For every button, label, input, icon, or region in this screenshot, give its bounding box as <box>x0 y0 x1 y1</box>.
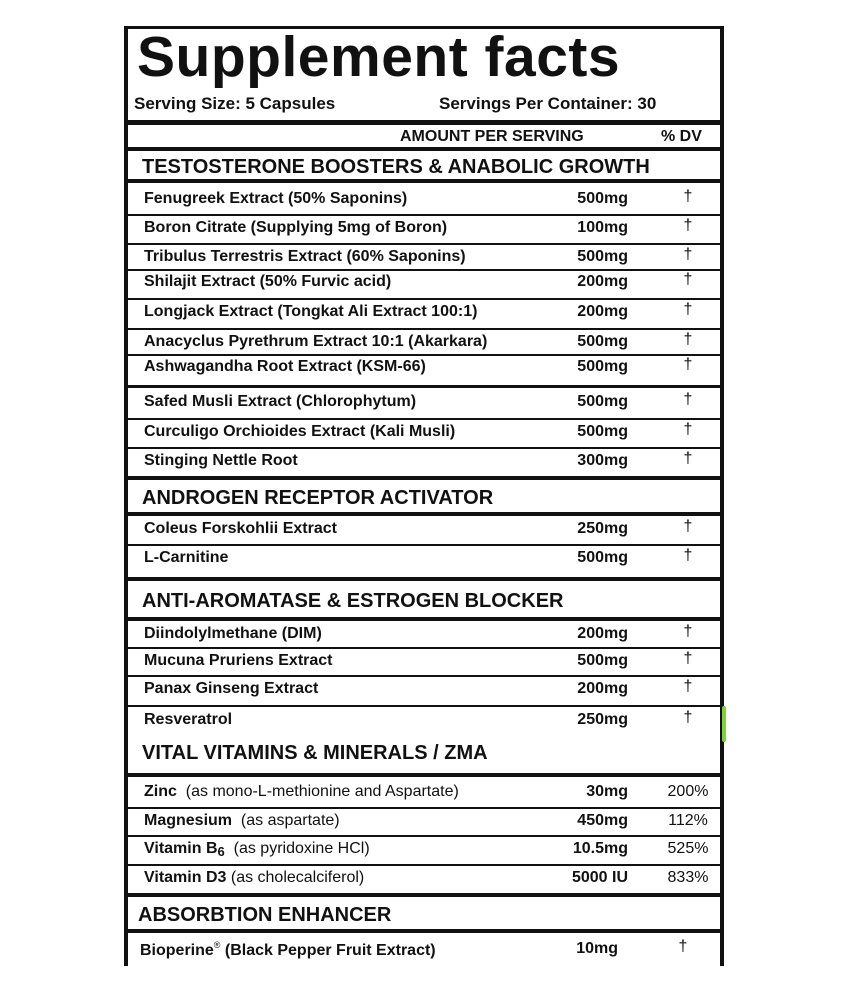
nutrient-name: Zinc <box>144 783 177 800</box>
nutrient-row <box>128 215 720 243</box>
nutrient-row <box>128 545 720 573</box>
nutrient-amount: 10.5mg <box>572 840 628 857</box>
nutrient-amount: 100mg <box>577 219 628 236</box>
nutrient-name: Panax Ginseng Extract <box>144 680 319 697</box>
nutrient-name: Boron Citrate (Supplying 5mg of Boron) <box>144 219 448 236</box>
nutrient-amount: 500mg <box>577 248 628 265</box>
nutrient-dv: † <box>683 518 693 535</box>
nutrient-name: L-Carnitine <box>144 549 229 566</box>
nutrient-dv: 200% <box>667 783 709 800</box>
nutrient-name-group <box>140 940 436 960</box>
nutrient-dv: † <box>683 421 693 438</box>
servings-per-container: Servings Per Container: 30 <box>439 94 657 113</box>
nutrient-amount: 300mg <box>577 452 628 469</box>
nutrient-name: Tribulus Terrestris Extract (60% Saponins) <box>144 248 466 265</box>
nutrient-dv: † <box>683 301 693 318</box>
nutrient-name: Bioperine <box>140 942 214 959</box>
nutrient-dv: † <box>683 188 693 205</box>
nutrient-row <box>128 836 720 864</box>
section-header-vitamins <box>124 735 724 777</box>
nutrient-row <box>128 186 720 214</box>
nutrient-name: Stinging Nettle Root <box>144 452 298 469</box>
nutrient-amount: 5000 IU <box>571 869 628 886</box>
nutrient-name-group <box>144 812 340 830</box>
nutrient-detail: (Black Pepper Fruit Extract) <box>224 942 436 959</box>
nutrient-name: Magnesium <box>144 812 233 829</box>
nutrient-name: Curculigo Orchioides Extract (Kali Musli) <box>144 423 456 440</box>
nutrient-row <box>128 676 720 704</box>
section-header-aromatase <box>124 577 724 621</box>
nutrient-row <box>128 707 720 735</box>
row-divider <box>128 385 720 388</box>
nutrient-dv: † <box>683 331 693 348</box>
nutrient-row <box>128 269 720 297</box>
nutrient-amount: 200mg <box>577 680 628 697</box>
nutrient-row <box>128 244 720 272</box>
nutrient-row <box>128 621 720 649</box>
nutrient-dv: 112% <box>668 812 708 829</box>
section-title: ANDROGEN RECEPTOR ACTIVATOR <box>142 487 494 509</box>
nutrient-row <box>128 936 720 964</box>
section-title: ANTI-AROMATASE & ESTROGEN BLOCKER <box>142 590 564 612</box>
nutrient-amount: 500mg <box>577 190 628 207</box>
nutrient-name: Longjack Extract (Tongkat Ali Extract 100:1) <box>144 303 478 320</box>
nutrient-dv: † <box>683 547 693 564</box>
section-title: ABSORBTION ENHANCER <box>138 904 392 926</box>
nutrient-row <box>128 354 720 382</box>
dv-label: % DV <box>661 128 702 145</box>
nutrient-amount: 500mg <box>577 549 628 566</box>
section-header-androgen <box>124 476 724 516</box>
nutrient-detail: (as mono-L-methionine and Aspartate) <box>185 783 459 800</box>
serving-size: Serving Size: 5 Capsules <box>134 94 336 113</box>
nutrient-name: Shilajit Extract (50% Furvic acid) <box>144 273 392 290</box>
nutrient-row <box>128 389 720 417</box>
amount-per-serving-label: AMOUNT PER SERVING <box>400 128 584 145</box>
nutrient-name <box>144 358 426 376</box>
nutrient-row <box>128 448 720 476</box>
section-header-boosters <box>124 147 724 183</box>
nutrient-dv: † <box>683 246 693 263</box>
nutrient-row <box>128 329 720 357</box>
nutrient-row <box>128 648 720 676</box>
nutrient-amount: 450mg <box>577 812 628 829</box>
section-title: TESTOSTERONE BOOSTERS & ANABOLIC GROWTH <box>142 156 650 178</box>
nutrient-name: Fenugreek Extract (50% Saponins) <box>144 190 408 207</box>
nutrient-dv: 833% <box>667 869 709 886</box>
nutrient-dv: † <box>683 271 693 288</box>
nutrient-dv: † <box>683 650 693 667</box>
nutrient-amount: 200mg <box>577 303 628 320</box>
nutrient-row <box>128 779 720 807</box>
section-header-absorption <box>124 893 724 933</box>
nutrient-dv: † <box>683 623 693 640</box>
nutrient-dv: † <box>678 938 688 955</box>
nutrient-detail: (as aspartate) <box>240 812 340 829</box>
nutrient-amount: 500mg <box>577 358 628 375</box>
nutrient-name-group <box>144 783 459 801</box>
nutrient-amount: 10mg <box>576 940 618 957</box>
nutrient-row <box>128 516 720 544</box>
nutrient-dv: 525% <box>667 840 709 857</box>
nutrient-name: Vitamin B <box>144 840 218 857</box>
nutrient-amount: 500mg <box>577 333 628 350</box>
nutrient-dv: † <box>683 391 693 408</box>
nutrient-name-group <box>144 840 370 859</box>
nutrient-amount: 200mg <box>577 273 628 290</box>
nutrient-amount: 500mg <box>577 423 628 440</box>
nutrient-row <box>128 299 720 327</box>
panel-title: Supplement facts <box>137 25 621 89</box>
nutrient-row <box>128 865 720 893</box>
nutrient-subscript: 6 <box>217 844 225 859</box>
nutrient-amount: 200mg <box>577 625 628 642</box>
nutrient-dv: † <box>683 678 693 695</box>
nutrient-name: Safed Musli Extract (Chlorophytum) <box>144 393 417 410</box>
nutrient-amount: 500mg <box>577 652 628 669</box>
nutrient-dv: † <box>683 709 693 726</box>
nutrient-amount: 500mg <box>577 393 628 410</box>
nutrient-row <box>128 419 720 447</box>
nutrient-name: Coleus Forskohlii Extract <box>144 520 337 537</box>
ashwagandha-name: Ashwagandha Root Extract (KSM-66) <box>144 358 426 375</box>
nutrient-detail: (as pyridoxine HCl) <box>233 840 370 857</box>
nutrient-dv: † <box>683 356 693 373</box>
nutrient-row <box>128 808 720 836</box>
nutrient-name: Anacyclus Pyrethrum Extract 10:1 (Akarkara) <box>144 333 488 350</box>
nutrient-amount: 250mg <box>577 711 628 728</box>
nutrient-amount: 250mg <box>577 520 628 537</box>
registered-mark: ® <box>213 940 221 950</box>
nutrient-amount: 30mg <box>586 783 628 800</box>
nutrient-name: Resveratrol <box>144 711 233 728</box>
nutrient-dv: † <box>683 450 693 467</box>
nutrient-name: Vitamin D3 <box>144 869 227 886</box>
nutrient-dv: † <box>683 217 693 234</box>
nutrient-name-group <box>144 869 364 887</box>
nutrient-name: Mucuna Pruriens Extract <box>144 652 333 669</box>
nutrient-name: Diindolylmethane (DIM) <box>144 625 322 642</box>
section-title: VITAL VITAMINS & MINERALS / ZMA <box>142 742 488 764</box>
nutrient-detail: (as cholecalciferol) <box>230 869 365 886</box>
